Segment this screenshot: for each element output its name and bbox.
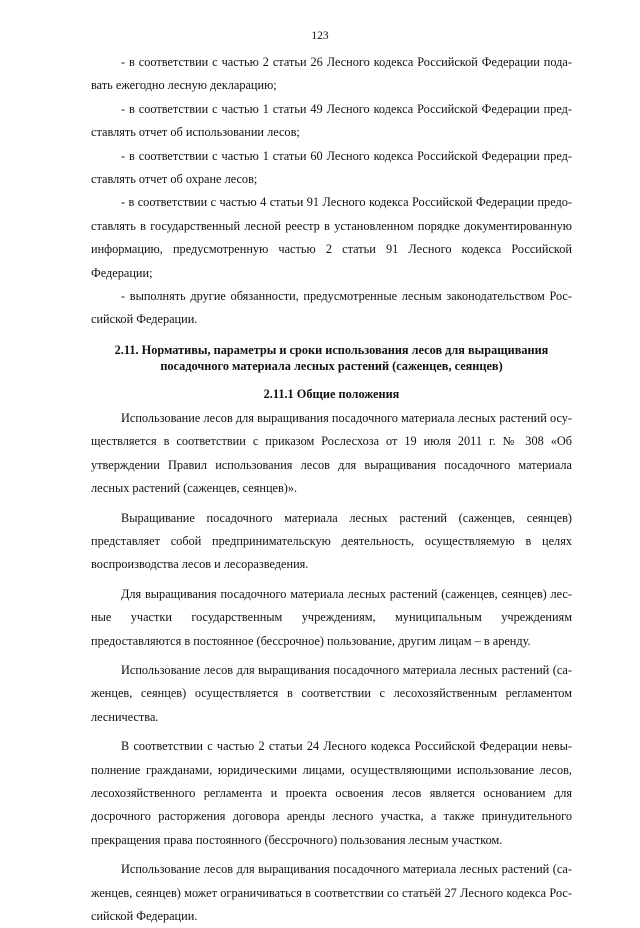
- page-number: 123: [311, 30, 329, 42]
- page-content: [91, 51, 572, 928]
- obligation-bullet: - в соответствии с частью 1 статьи 60 Лесного кодекса Российской Федерации представлять отчет об охране лесов;: [91, 148, 572, 187]
- obligation-bullet: - в соответствии с частью 4 статьи 91 Лесного кодекса Российской Федерации предоставлять в государственный лесной реестр в установленном порядке документированную информацию, предусмотренную частью 2 статьи 91 Лесного кодекса Российской Федерации;: [91, 195, 572, 280]
- body-paragraph: Использование лесов для выращивания посадочного материала лесных растений (саженцев, сеянцев) осуществляется в соответствии с лесохозяйственным регламентом лесничества.: [91, 662, 572, 724]
- body-paragraph: Использование лесов для выращивания посадочного материала лесных растений осуществляется в соответствии с приказом Рослесхоза от 19 июля 2011 г. № 308 «Об утверждении Правил использования лесов для выращивания посадочного материала лесных растений (саженцев, сеянцев)».: [91, 410, 572, 496]
- subsection-heading: 2.11.1 Общие положения: [263, 386, 400, 401]
- body-paragraph: Выращивание посадочного материала лесных растений (саженцев, сеянцев) представляет собой предпринимательскую деятельность, осуществляемую в целях воспроизводства лесов и лесоразведения.: [91, 510, 572, 572]
- body-paragraph: Использование лесов для выращивания посадочного материала лесных растений (саженцев, сеянцев) может ограничиваться в соответствии со статьёй 27 Лесного кодекса Российской Федерации.: [91, 862, 572, 923]
- obligation-bullet: - в соответствии с частью 1 статьи 49 Лесного кодекса Российской Федерации представлять отчет об использовании лесов;: [91, 101, 572, 140]
- obligation-bullet: - выполнять другие обязанности, предусмотренные лесным законодательством Российской Федерации.: [91, 289, 572, 327]
- obligation-bullet: - в соответствии с частью 2 статьи 26 Лесного кодекса Российской Федерации подавать ежегодно лесную декларацию;: [91, 55, 572, 93]
- body-paragraph: В соответствии с частью 2 статьи 24 Лесного кодекса Российской Федерации невыполнение гражданами, юридическими лицами, осуществляющими использование лесов, лесохозяйственного регламента и проекта освоения лесов является основанием для досрочного расторжения договора аренды лесного участка, а также принудительного прекращения права постоянного (бессрочного) пользования лесным участком.: [91, 739, 572, 847]
- body-paragraph: Для выращивания посадочного материала лесных растений (саженцев, сеянцев) лесные участки государственным учреждениям, муниципальным учреждениям предоставляются в постоянное (бессрочное) пользование, другим лицам – в аренду.: [91, 586, 572, 648]
- section-heading: 2.11. Нормативы, параметры и сроки использования лесов для выращивания посадочного материала лесных растений (саженцев, сеянцев): [114, 342, 549, 373]
